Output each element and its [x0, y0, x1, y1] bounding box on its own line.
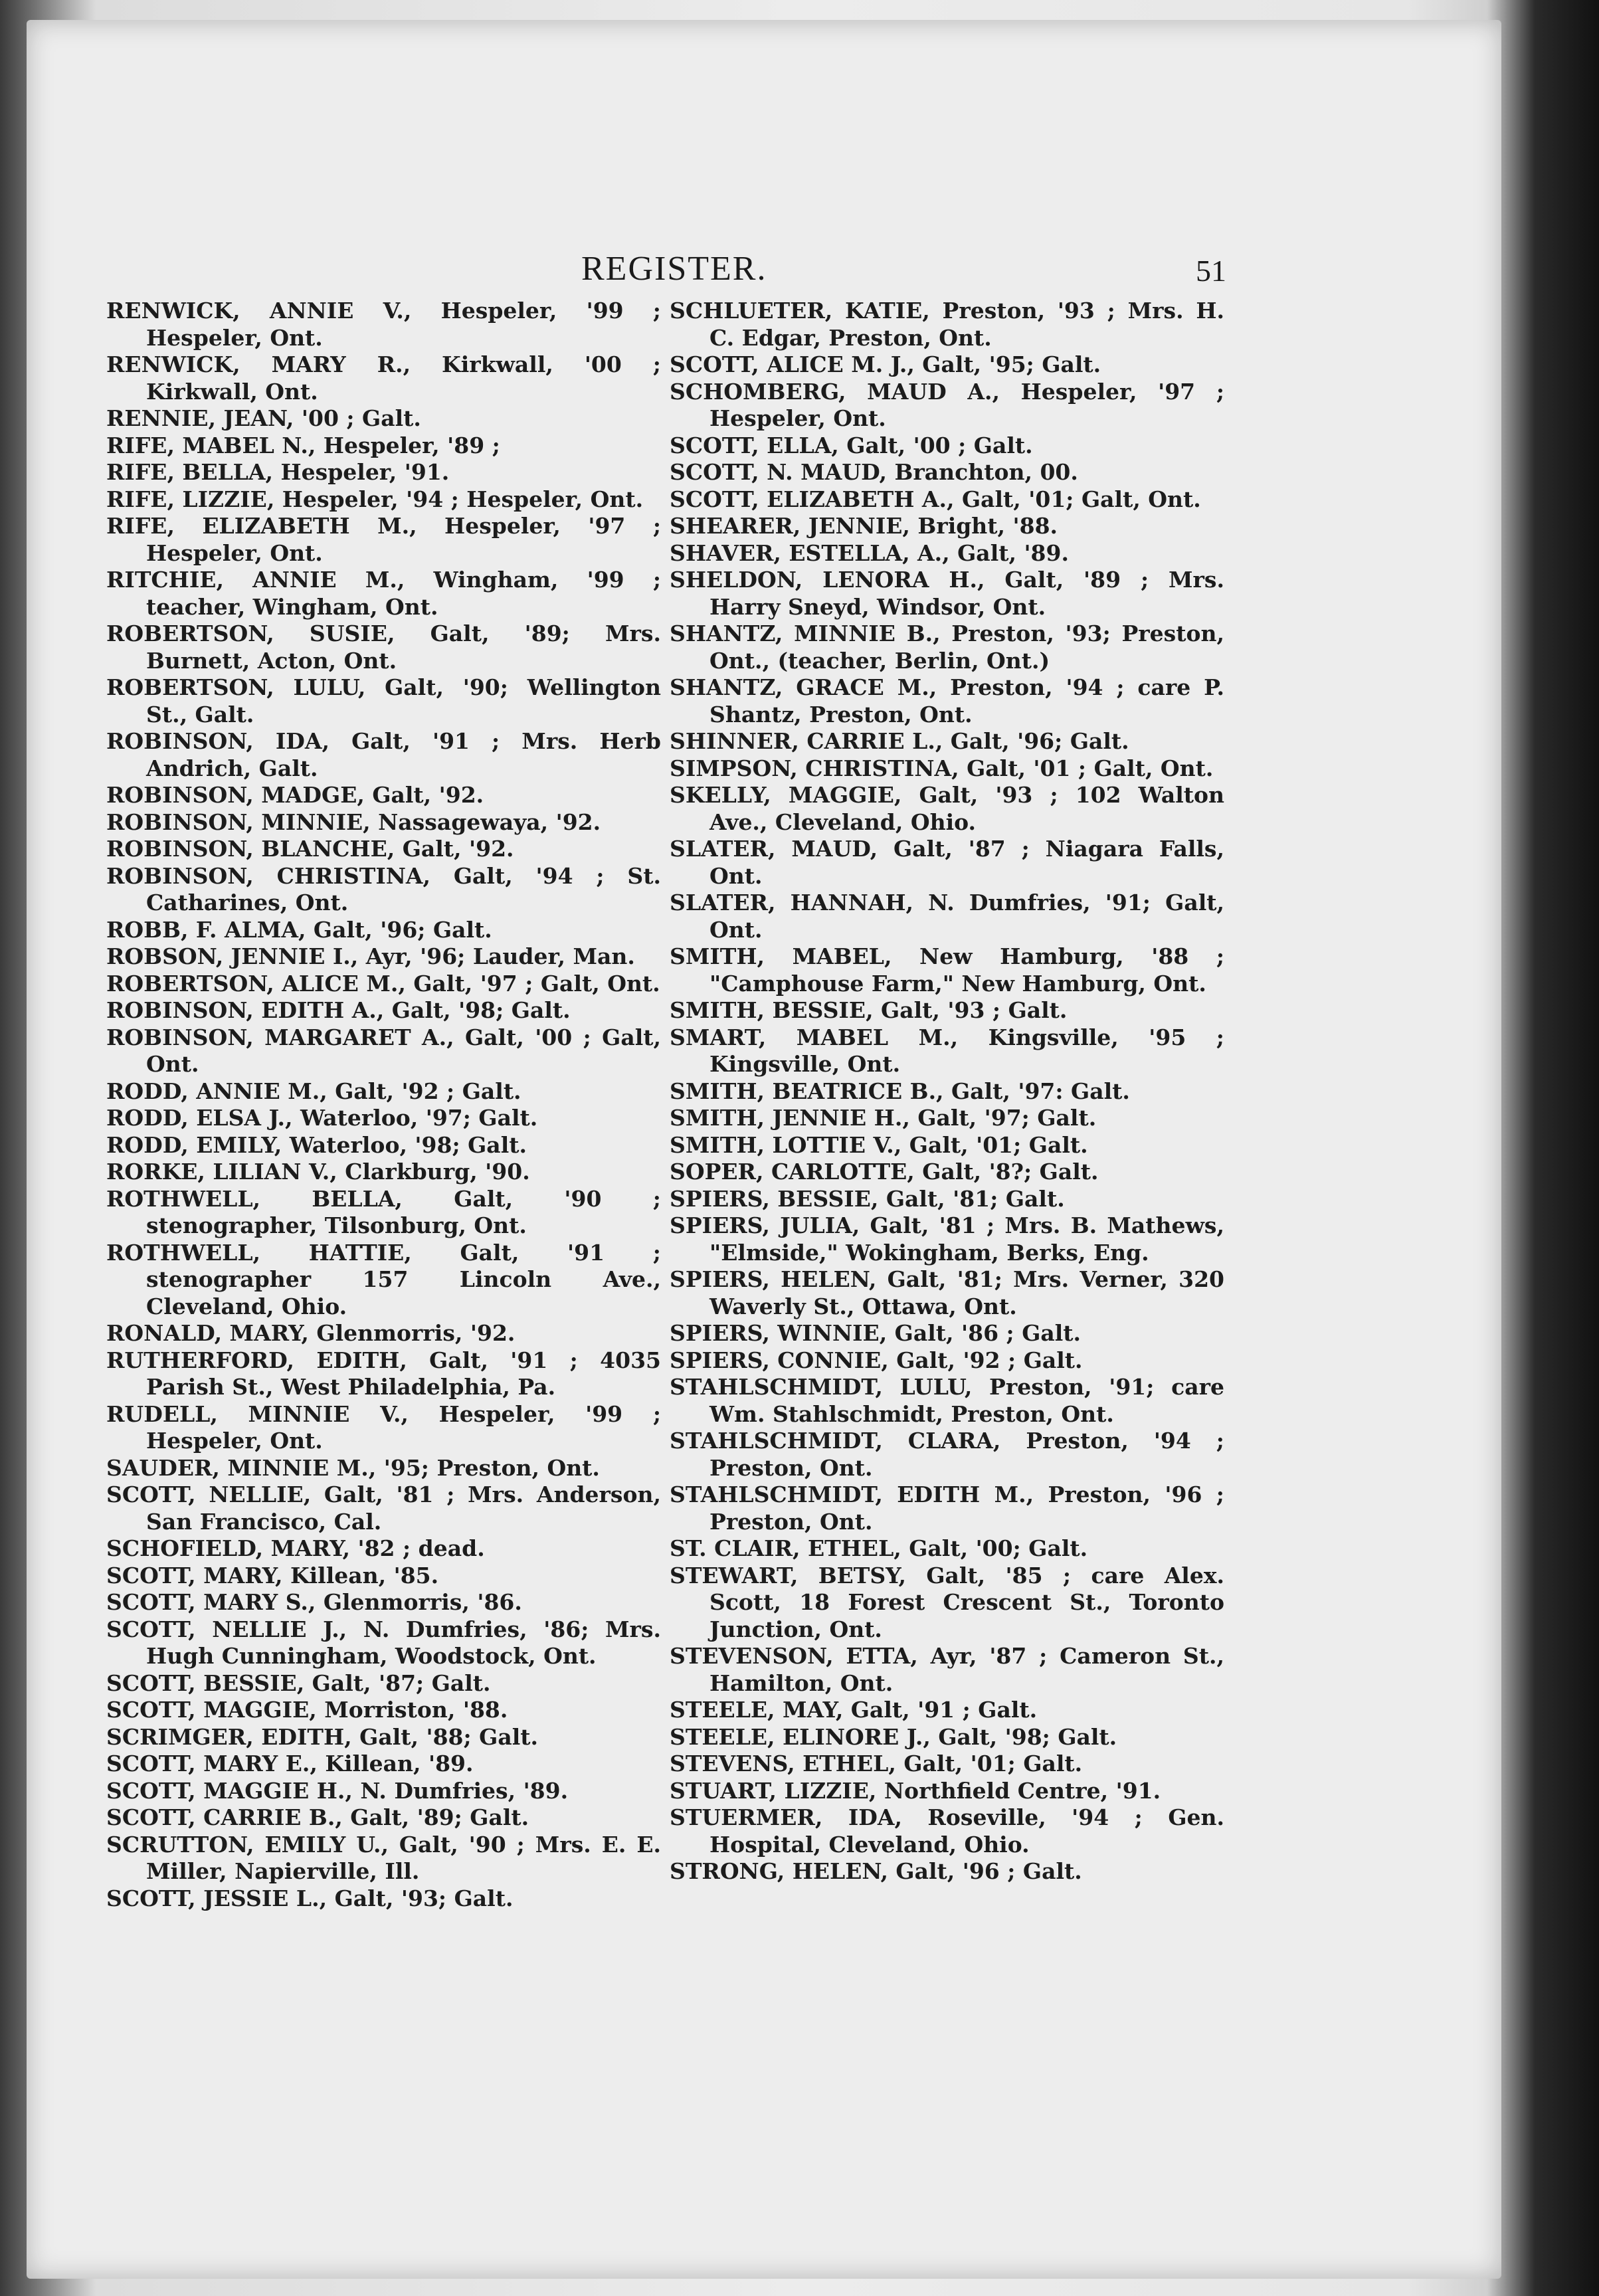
page-sheet	[27, 20, 1501, 2279]
register-entry: ROBINSON, EDITH A., Galt, '98; Galt.	[106, 997, 571, 1023]
register-entry: SMART, MABEL M., Kingsville, '95 ; Kingsville, Ont.	[670, 1024, 1224, 1077]
register-entry: RITCHIE, ANNIE M., Wingham, '99 ; teacher, Wingham, Ont.	[106, 567, 661, 620]
right-column	[670, 298, 1224, 1885]
register-entry: ROBINSON, MINNIE, Nassagewaya, '92.	[106, 809, 601, 835]
register-entry: STEVENSON, ETTA, Ayr, '87 ; Cameron St., Hamilton, Ont.	[670, 1643, 1224, 1696]
register-entry: ROBB, F. ALMA, Galt, '96; Galt.	[106, 916, 492, 943]
register-entry: RENWICK, MARY R., Kirkwall, '00 ; Kirkwall, Ont.	[106, 351, 661, 405]
register-entry: SCOTT, ELLA, Galt, '00 ; Galt.	[670, 432, 1033, 458]
register-entry: SHELDON, LENORA H., Galt, '89 ; Mrs. Harry Sneyd, Windsor, Ont.	[670, 567, 1224, 620]
register-entry: SCOTT, ALICE M. J., Galt, '95; Galt.	[670, 351, 1101, 377]
register-entry: ROBINSON, BLANCHE, Galt, '92.	[106, 836, 514, 862]
left-column	[106, 298, 661, 1912]
register-entry: SLATER, MAUD, Galt, '87 ; Niagara Falls, Ont.	[670, 836, 1224, 889]
register-entry: SMITH, MABEL, New Hamburg, '88 ; "Camphouse Farm," New Hamburg, Ont.	[670, 943, 1224, 997]
register-entry: STEVENS, ETHEL, Galt, '01; Galt.	[670, 1751, 1083, 1776]
register-entry: RONALD, MARY, Glenmorris, '92.	[106, 1320, 516, 1346]
register-entry: SCOTT, MAGGIE, Morriston, '88.	[106, 1697, 508, 1723]
register-entry: SOPER, CARLOTTE, Galt, '8?; Galt.	[670, 1159, 1099, 1185]
register-entry: SPIERS, BESSIE, Galt, '81; Galt.	[670, 1185, 1065, 1212]
register-entry: RIFE, BELLA, Hespeler, '91.	[106, 459, 450, 485]
register-entry: SPIERS, WINNIE, Galt, '86 ; Galt.	[670, 1320, 1082, 1346]
register-entry: ROBERTSON, SUSIE, Galt, '89; Mrs. Burnett, Acton, Ont.	[106, 621, 661, 674]
register-entry: STEELE, ELINORE J., Galt, '98; Galt.	[670, 1723, 1117, 1750]
register-entry: SHINNER, CARRIE L., Galt, '96; Galt.	[670, 728, 1129, 754]
register-entry: SPIERS, CONNIE, Galt, '92 ; Galt.	[670, 1347, 1083, 1373]
register-entry: SMITH, JENNIE H., Galt, '97; Galt.	[670, 1105, 1097, 1131]
register-entry: SAUDER, MINNIE M., '95; Preston, Ont.	[106, 1454, 600, 1481]
register-entry: SPIERS, JULIA, Galt, '81 ; Mrs. B. Mathews, "Elmside," Wokingham, Berks, Eng.	[670, 1212, 1224, 1266]
register-entry: SHAVER, ESTELLA, A., Galt, '89.	[670, 539, 1069, 566]
register-entry: STUART, LIZZIE, Northfield Centre, '91.	[670, 1777, 1161, 1804]
register-entry: ROBSON, JENNIE I., Ayr, '96; Lauder, Man.	[106, 943, 635, 969]
register-entry: SCOTT, MARY, Killean, '85.	[106, 1562, 439, 1588]
register-entry: RIFE, LIZZIE, Hespeler, '94 ; Hespeler, Ont.	[106, 486, 644, 512]
register-entry: SCRUTTON, EMILY U., Galt, '90 ; Mrs. E. E. Miller, Napierville, Ill.	[106, 1831, 661, 1884]
register-entry: SKELLY, MAGGIE, Galt, '93 ; 102 Walton Ave., Cleveland, Ohio.	[670, 782, 1224, 835]
register-entry: SCHLUETER, KATIE, Preston, '93 ; Mrs. H. C. Edgar, Preston, Ont.	[670, 298, 1224, 351]
register-entry: STUERMER, IDA, Roseville, '94 ; Gen. Hospital, Cleveland, Ohio.	[670, 1804, 1224, 1858]
register-entry: SIMPSON, CHRISTINA, Galt, '01 ; Galt, Ont.	[670, 755, 1214, 781]
register-entry: SMITH, BESSIE, Galt, '93 ; Galt.	[670, 997, 1068, 1023]
register-entry: SHEARER, JENNIE, Bright, '88.	[670, 513, 1058, 539]
register-entry: ST. CLAIR, ETHEL, Galt, '00; Galt.	[670, 1535, 1088, 1561]
register-entry: STAHLSCHMIDT, CLARA, Preston, '94 ; Preston, Ont.	[670, 1428, 1224, 1481]
register-entry: SCOTT, MARY E., Killean, '89.	[106, 1751, 474, 1776]
register-entry: STAHLSCHMIDT, LULU, Preston, '91; care Wm. Stahlschmidt, Preston, Ont.	[670, 1374, 1224, 1427]
register-entry: ROTHWELL, BELLA, Galt, '90 ; stenographer, Tilsonburg, Ont.	[106, 1185, 661, 1238]
register-entry: SCOTT, NELLIE J., N. Dumfries, '86; Mrs. Hugh Cunningham, Woodstock, Ont.	[106, 1616, 661, 1669]
register-entry: ROTHWELL, HATTIE, Galt, '91 ; stenographer 157 Lincoln Ave., Cleveland, Ohio.	[106, 1239, 661, 1319]
register-entry: RIFE, ELIZABETH M., Hespeler, '97 ; Hespeler, Ont.	[106, 513, 661, 566]
register-entry: RODD, ANNIE M., Galt, '92 ; Galt.	[106, 1078, 521, 1104]
register-entry: SHANTZ, MINNIE B., Preston, '93; Preston, Ont., (teacher, Berlin, Ont.)	[670, 621, 1224, 674]
register-entry: SCHOFIELD, MARY, '82 ; dead.	[106, 1535, 485, 1561]
register-entry: RODD, ELSA J., Waterloo, '97; Galt.	[106, 1105, 538, 1131]
register-entry: RENWICK, ANNIE V., Hespeler, '99 ; Hespeler, Ont.	[106, 298, 661, 351]
register-entry: STEWART, BETSY, Galt, '85 ; care Alex. Scott, 18 Forest Crescent St., Toronto Junction, Ont.	[670, 1562, 1224, 1642]
page-number: 51	[1196, 254, 1226, 288]
register-entry: SHANTZ, GRACE M., Preston, '94 ; care P. Shantz, Preston, Ont.	[670, 674, 1224, 727]
register-entry: SCRIMGER, EDITH, Galt, '88; Galt.	[106, 1723, 538, 1750]
register-entry: ROBINSON, MARGARET A., Galt, '00 ; Galt, Ont.	[106, 1024, 661, 1077]
register-entry: SCOTT, JESSIE L., Galt, '93; Galt.	[106, 1885, 514, 1911]
register-entry: RUDELL, MINNIE V., Hespeler, '99 ; Hespeler, Ont.	[106, 1400, 661, 1454]
register-entry: SMITH, BEATRICE B., Galt, '97: Galt.	[670, 1078, 1130, 1104]
register-entry: RODD, EMILY, Waterloo, '98; Galt.	[106, 1131, 527, 1158]
running-title: REGISTER.	[581, 250, 767, 288]
register-entry: ROBERTSON, ALICE M., Galt, '97 ; Galt, Ont.	[106, 970, 660, 997]
register-entry: SCOTT, ELIZABETH A., Galt, '01; Galt, Ont.	[670, 486, 1201, 512]
register-entry: ROBERTSON, LULU, Galt, '90; Wellington St., Galt.	[106, 674, 661, 727]
register-entry: SCOTT, CARRIE B., Galt, '89; Galt.	[106, 1804, 529, 1830]
register-entry: SCOTT, NELLIE, Galt, '81 ; Mrs. Anderson, San Francisco, Cal.	[106, 1482, 661, 1535]
register-entry: SCOTT, MARY S., Glenmorris, '86.	[106, 1589, 522, 1615]
register-entry: SPIERS, HELEN, Galt, '81; Mrs. Verner, 320 Waverly St., Ottawa, Ont.	[670, 1266, 1224, 1319]
register-entry: STEELE, MAY, Galt, '91 ; Galt.	[670, 1697, 1038, 1723]
register-entry: STRONG, HELEN, Galt, '96 ; Galt.	[670, 1858, 1082, 1884]
register-entry: RUTHERFORD, EDITH, Galt, '91 ; 4035 Parish St., West Philadelphia, Pa.	[106, 1347, 661, 1400]
register-entry: STAHLSCHMIDT, EDITH M., Preston, '96 ; Preston, Ont.	[670, 1482, 1224, 1535]
register-entry: SCOTT, N. MAUD, Branchton, 00.	[670, 459, 1078, 485]
register-entry: SMITH, LOTTIE V., Galt, '01; Galt.	[670, 1131, 1088, 1158]
register-entry: RENNIE, JEAN, '00 ; Galt.	[106, 405, 421, 431]
register-entry: SCOTT, MAGGIE H., N. Dumfries, '89.	[106, 1777, 569, 1804]
register-entry: ROBINSON, IDA, Galt, '91 ; Mrs. Herb Andrich, Galt.	[106, 728, 661, 781]
register-entry: SCOTT, BESSIE, Galt, '87; Galt.	[106, 1670, 491, 1696]
page-header	[27, 249, 1501, 296]
register-entry: RORKE, LILIAN V., Clarkburg, '90.	[106, 1159, 530, 1185]
register-entry: ROBINSON, MADGE, Galt, '92.	[106, 782, 484, 808]
register-entry: ROBINSON, CHRISTINA, Galt, '94 ; St. Catharines, Ont.	[106, 862, 661, 915]
register-entry: SLATER, HANNAH, N. Dumfries, '91; Galt, Ont.	[670, 890, 1224, 943]
register-entry: SCHOMBERG, MAUD A., Hespeler, '97 ; Hespeler, Ont.	[670, 378, 1224, 431]
register-entry: RIFE, MABEL N., Hespeler, '89 ;	[106, 432, 500, 458]
